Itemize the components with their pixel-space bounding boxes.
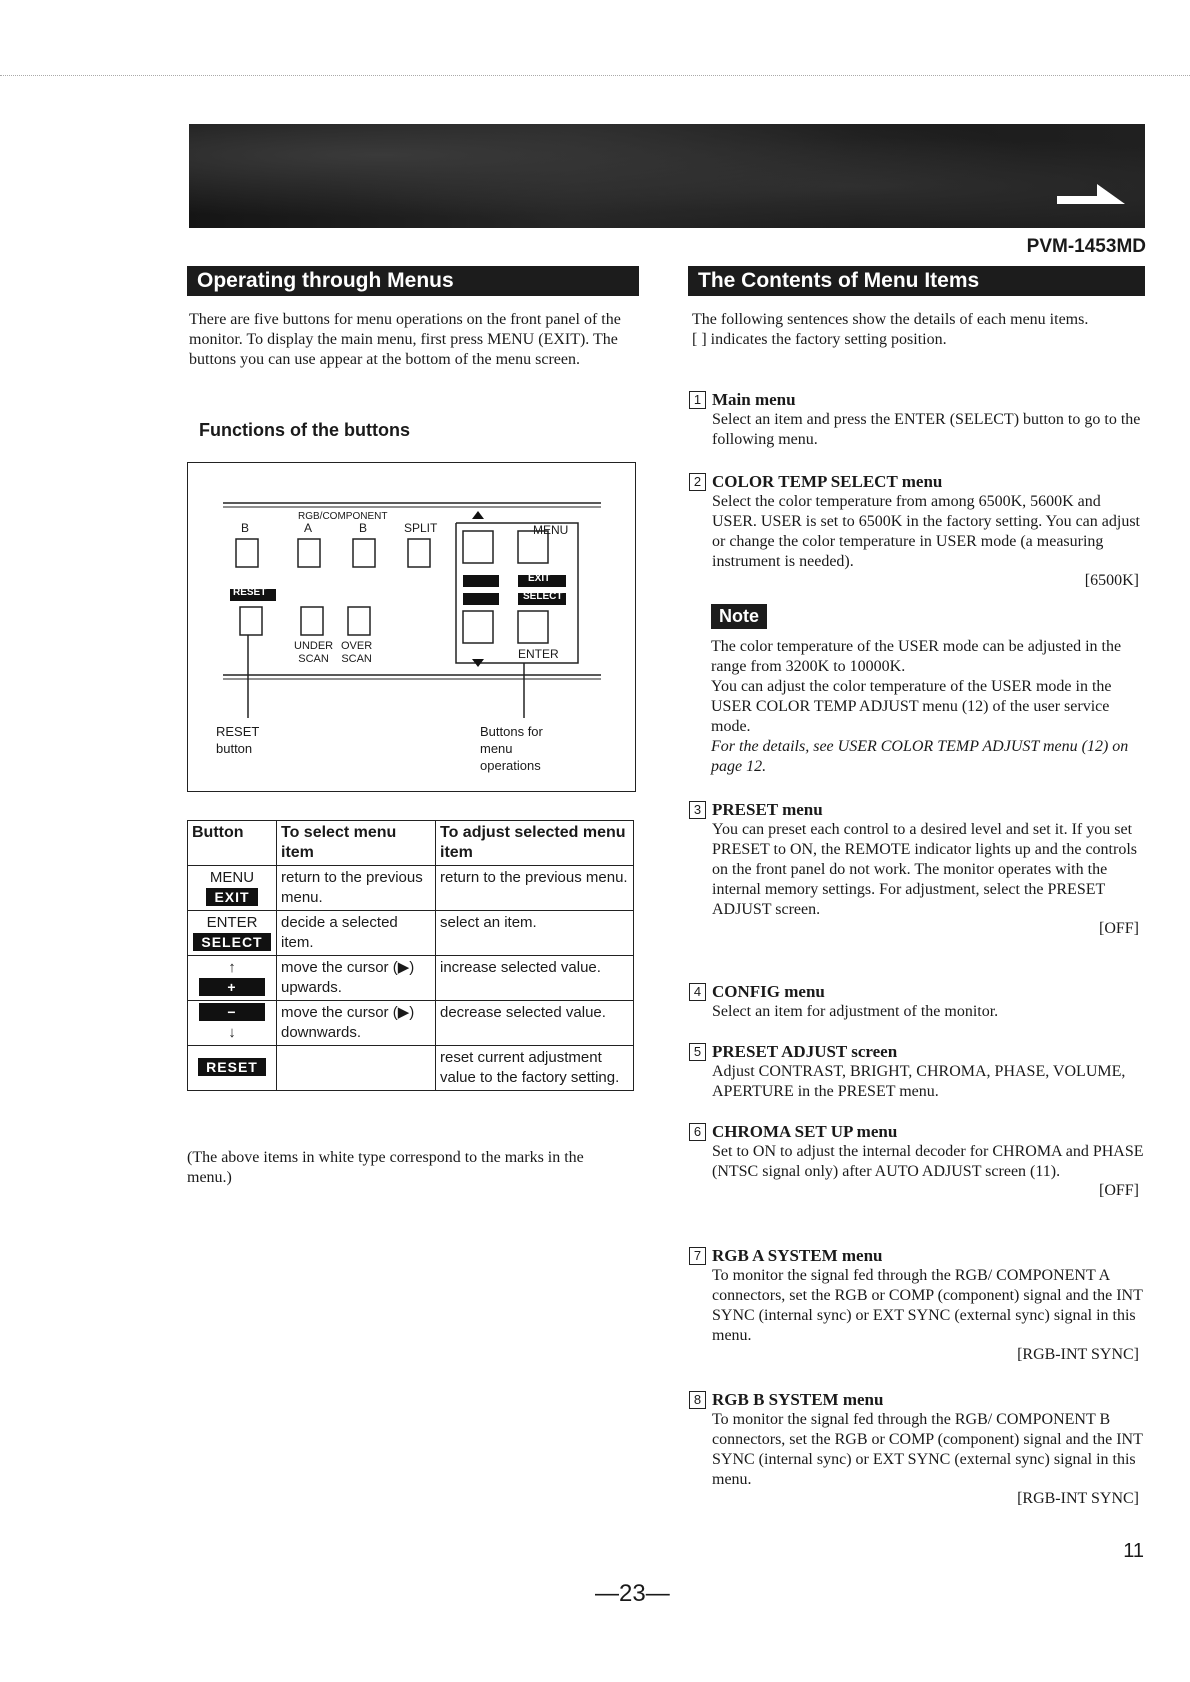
factory-setting: [OFF] [1098, 1182, 1139, 1199]
exit-tag: EXIT [206, 888, 257, 906]
item-desc: Set to ON to adjust the internal decoder for CHROMA and PHASE (NTSC signal only) after AUTO ADJUST screen (11). [712, 1143, 1144, 1180]
sequence-number: —23— [595, 1580, 670, 1607]
label-under-scan: UNDER SCAN [294, 640, 334, 665]
adjust-cell: return to the previous menu. [436, 866, 634, 911]
item-title: RGB A SYSTEM menu [712, 1246, 883, 1265]
label-b: B [241, 521, 250, 535]
table-row [188, 866, 634, 911]
item-number: 6 [689, 1123, 706, 1141]
item-title: COLOR TEMP SELECT menu [712, 472, 943, 491]
item-number: 7 [689, 1247, 706, 1265]
item-number: 2 [689, 473, 706, 491]
note-block [689, 604, 1149, 777]
button-functions-table [187, 820, 634, 1091]
header-banner [189, 124, 1145, 228]
item-desc: Select an item and press the ENTER (SELECT) button to go to the following menu. [712, 411, 1141, 448]
note-line: You can adjust the color temperature of the USER mode in the USER COLOR TEMP ADJUST menu (12) of the user service mode. [711, 678, 1112, 735]
functions-title: Functions of the buttons [199, 420, 410, 440]
arrow-right-icon [1057, 174, 1127, 214]
select-cell: move the cursor (▶) downwards. [277, 1001, 436, 1046]
item-desc: You can preset each control to a desired level and set it. If you set PRESET to ON, the REMOTE indicator lights up and the controls on the front panel do not work. The monitor operates with the internal memory settings. For adjustment, select the PRESET ADJUST screen. [712, 821, 1137, 918]
item-number: 8 [689, 1391, 706, 1409]
item-title: CHROMA SET UP menu [712, 1122, 898, 1141]
factory-setting: [OFF] [1098, 920, 1139, 937]
select-tag: SELECT [193, 933, 270, 951]
section-title-contents: The Contents of Menu Items [688, 266, 1145, 296]
item-number: 1 [689, 391, 706, 409]
plus-tag: + [199, 978, 264, 996]
label-split: SPLIT [404, 521, 438, 535]
label-menu: MENU [533, 523, 569, 537]
button-label: ENTER [206, 914, 258, 931]
item-number: 3 [689, 801, 706, 819]
adjust-cell: increase selected value. [436, 956, 634, 1001]
menu-item [689, 390, 1149, 450]
select-cell: move the cursor (▶) upwards. [277, 956, 436, 1001]
header-select: To select menu item [277, 821, 436, 866]
adjust-cell: reset current adjustment value to the factory setting. [436, 1046, 634, 1091]
label-buttons-for-menu: Buttons for menu operations [480, 724, 543, 773]
item-desc: Adjust CONTRAST, BRIGHT, CHROMA, PHASE, VOLUME, APERTURE in the PRESET menu. [712, 1063, 1126, 1100]
factory-setting: [RGB-INT SYNC] [1017, 1490, 1139, 1507]
table-row [188, 1001, 634, 1046]
adjust-cell: select an item. [436, 911, 634, 956]
reset-tag: RESET [198, 1058, 266, 1076]
menu-item [689, 1390, 1149, 1508]
note-label: Note [711, 604, 767, 629]
note-line: For the details, see USER COLOR TEMP ADJUST menu (12) on page 12. [711, 738, 1129, 775]
select-cell [277, 1046, 436, 1091]
item-desc: Select an item for adjustment of the monitor. [712, 1003, 999, 1020]
table-row [188, 911, 634, 956]
item-title: Main menu [712, 390, 796, 409]
minus-tag: − [199, 1003, 264, 1021]
contents-intro [692, 310, 1142, 350]
menu-item [689, 472, 1149, 590]
label-over-scan: OVER SCAN [341, 640, 373, 665]
table-row [188, 1046, 634, 1091]
label-rgb-component: RGB/COMPONENT [298, 511, 388, 522]
down-arrow-icon: ↓ [228, 1024, 236, 1041]
header-button: Button [188, 821, 277, 866]
select-cell: return to the previous menu. [277, 866, 436, 911]
label-reset-button: RESET button [216, 724, 260, 756]
table-row [188, 956, 634, 1001]
header-adjust: To adjust selected menu item [436, 821, 634, 866]
item-number: 4 [689, 983, 706, 1001]
note-line: The color temperature of the USER mode can be adjusted in the range from 3200K to 10000K. [711, 638, 1122, 675]
label-reset: RESET [233, 587, 267, 598]
button-label: MENU [209, 869, 255, 886]
label-a: A [304, 521, 313, 535]
menu-item [689, 982, 1149, 1022]
table-footnote: (The above items in white type correspond to the marks in the menu.) [187, 1149, 584, 1186]
menu-item [689, 800, 1149, 938]
adjust-cell: decrease selected value. [436, 1001, 634, 1046]
item-desc: To monitor the signal fed through the RGB/ COMPONENT A connectors, set the RGB or COMP (component) signal and the INT SYNC (internal sync) or EXT SYNC (external sync) signal in this menu. [712, 1267, 1143, 1344]
menu-item [689, 1246, 1149, 1364]
item-number: 5 [689, 1043, 706, 1061]
section-title-operating: Operating through Menus [187, 266, 639, 296]
menu-item [689, 1042, 1149, 1102]
item-title: PRESET ADJUST screen [712, 1042, 898, 1061]
label-select: SELECT [523, 591, 563, 602]
select-cell: decide a selected item. [277, 911, 436, 956]
factory-setting: [RGB-INT SYNC] [1017, 1346, 1139, 1363]
button-panel-diagram [187, 462, 636, 792]
table-header-row [188, 821, 634, 866]
label-b2: B [359, 521, 368, 535]
intro-line: The following sentences show the details of each menu items. [692, 311, 1089, 328]
page-number: 11 [1123, 1540, 1144, 1562]
factory-setting: [6500K] [1084, 572, 1139, 589]
intro-line: [ ] indicates the factory setting position. [692, 331, 947, 348]
item-desc: To monitor the signal fed through the RGB/ COMPONENT B connectors, set the RGB or COMP (component) signal and the INT SYNC (internal sync) or EXT SYNC (external sync) signal in this menu. [712, 1411, 1143, 1488]
scan-artifact-line [0, 75, 1190, 77]
item-title: PRESET menu [712, 800, 823, 819]
item-title: CONFIG menu [712, 982, 825, 1001]
intro-text: There are five buttons for menu operations on the front panel of the monitor. To display the main menu, first press MENU (EXIT). The buttons you can use appear at the bottom of the menu screen. [189, 311, 621, 368]
label-enter: ENTER [518, 647, 559, 661]
model-number: PVM-1453MD [1026, 236, 1146, 257]
item-title: RGB B SYSTEM menu [712, 1390, 884, 1409]
item-desc: Select the color temperature from among 6500K, 5600K and USER. USER is set to 6500K in the factory setting. You can adjust or change the color temperature in USER mode (a measuring instrument is needed). [712, 493, 1140, 570]
up-arrow-icon: ↑ [228, 959, 236, 976]
label-exit: EXIT [528, 573, 551, 584]
menu-item [689, 1122, 1149, 1200]
